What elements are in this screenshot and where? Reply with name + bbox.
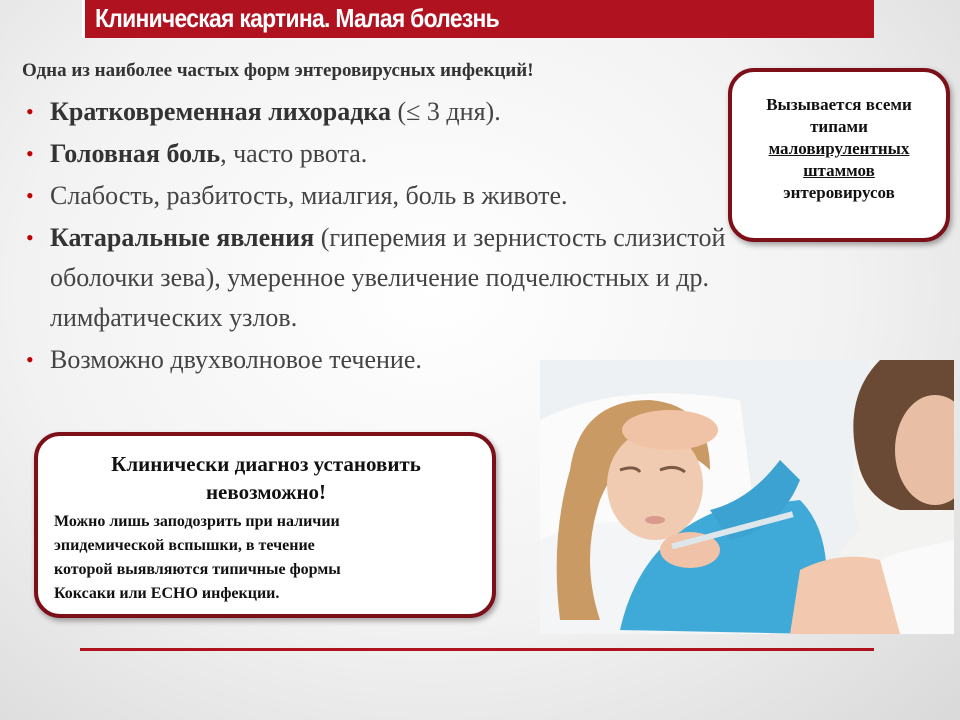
callout-body-line: которой выявляются типичные формы xyxy=(54,561,341,578)
bullet-text: (гиперемия и зернистость слизистой оболочки зева), умеренное увеличение подчелюстных и др. лимфатических узлов. xyxy=(50,223,726,332)
bullet-item xyxy=(22,92,742,132)
bullet-text: , часто рвота. xyxy=(220,139,368,168)
bullet-item xyxy=(22,134,742,174)
callout-heading: невозможно! xyxy=(205,480,327,504)
callout-underlined: штаммов xyxy=(803,161,875,180)
callout-line: Вызывается всеми xyxy=(766,95,912,114)
callout-body xyxy=(54,510,478,606)
bullet-item xyxy=(22,218,742,338)
sick-child-photo xyxy=(540,360,954,634)
callout-line: типами xyxy=(810,117,868,136)
title-bar xyxy=(82,0,874,38)
etiology-callout xyxy=(728,68,950,242)
callout-heading: Клинически диагноз установить xyxy=(111,452,421,476)
bullet-bold: Кратковременная лихорадка xyxy=(50,97,391,126)
photo-illustration xyxy=(540,360,954,634)
callout-body-line: Можно лишь заподозрить при наличии xyxy=(54,513,340,530)
bottom-divider xyxy=(80,648,874,651)
slide-title: Клиническая картина. Малая болезнь xyxy=(95,3,500,33)
bullet-text: (≤ 3 дня). xyxy=(391,97,501,126)
diagnosis-callout xyxy=(34,432,496,618)
callout-underlined: маловирулентных xyxy=(768,139,910,158)
bullet-text: Возможно двухволновое течение. xyxy=(50,345,422,374)
bullet-list xyxy=(22,92,742,380)
callout-line: энтеровирусов xyxy=(783,183,895,202)
intro-text: Одна из наиболее частых форм энтеровирусных инфекций! xyxy=(22,60,534,81)
callout-body-line: эпидемической вспышки, в течение xyxy=(54,537,315,554)
callout-body-line: Коксаки или ЕСНО инфекции. xyxy=(54,585,280,602)
bullet-bold: Головная боль xyxy=(50,139,221,168)
bullet-text: Слабость, разбитость, миалгия, боль в животе. xyxy=(50,181,568,210)
bullet-bold: Катаральные явления xyxy=(50,223,315,252)
bullet-item xyxy=(22,176,742,216)
